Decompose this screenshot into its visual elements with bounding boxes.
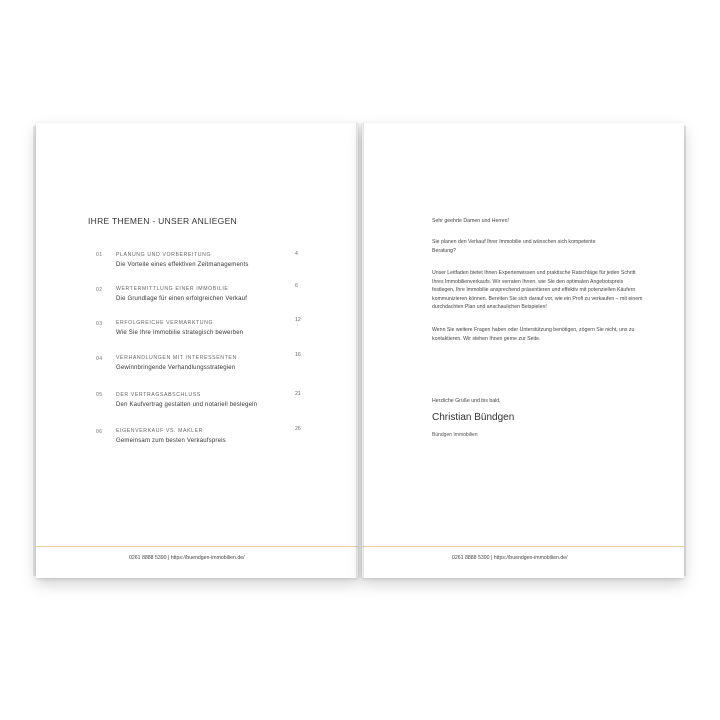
toc-heading: ERFOLGREICHE VERMARKTUNG [116, 320, 214, 326]
toc-number: 01 [96, 252, 103, 258]
body-paragraph: Unser Leitfaden bietet Ihnen Expertenwissen und praktische Ratschläge für jeden Schritt Ihres Immobilienverkaufs. Wir verraten Ihnen, wie Sie den optimalen Angebotspreis festlegen, Ihre Immobilie ansprechend präsentieren und effektiv mit potenziellen Käufern kommunizieren können. Bereiten Sie sich darauf vor, wie ein Profi zu verkaufen – mit einem durchdachten Plan und anschaulichen Beispielen! [432, 270, 643, 311]
toc-entry [36, 426, 358, 456]
left-page [36, 123, 358, 578]
footer-contact: 0261 8888 5390 | https://buendgen-immobilien.de/ [452, 555, 568, 561]
toc-title: IHRE THEMEN - UNSER ANLIEGEN [88, 216, 237, 226]
contact-paragraph: Wenn Sie weitere Fragen haben oder Unterstützung benötigen, zögern Sie nicht, uns zu kontaktieren. Wir stehen Ihnen gerne zur Seite. [432, 327, 635, 342]
toc-number: 06 [96, 429, 103, 435]
right-page [362, 123, 684, 578]
toc-heading: WERTERMITTLUNG EINER IMMOBILIE [116, 286, 229, 292]
toc-entry [36, 352, 358, 385]
footer-contact: 0261 8888 5390 | https://buendgen-immobilien.de/ [129, 555, 245, 561]
toc-page-number: 6 [295, 283, 298, 289]
toc-subtitle: Die Grundlage für einen erfolgreichen Verkauf [116, 296, 248, 302]
toc-entry [36, 283, 358, 316]
toc-page-number: 4 [295, 251, 298, 257]
footer-rule [36, 546, 358, 547]
intro-paragraph: Sie planen den Verkauf Ihrer Immobilie und wünschen sich kompetente Beratung? [432, 239, 596, 254]
toc-page-number: 21 [295, 391, 301, 397]
toc-subtitle: Den Kaufvertrag gestalten und notariell beslegeln [116, 402, 258, 408]
toc-page-number: 16 [295, 352, 301, 358]
toc-page-number: 12 [295, 317, 301, 323]
toc-heading: PLANUNG UND VORBEREITUNG [116, 252, 212, 258]
toc-subtitle: Wie Sie Ihre Immobilie strategisch bewerben [116, 330, 244, 336]
signature: Christian Bündgen [432, 412, 515, 423]
spine-gutter [356, 123, 364, 578]
toc-heading: EIGENVERKAUF VS. MAKLER [116, 428, 204, 434]
toc-subtitle: Die Vorteile eines effektiven Zeitmanagements [116, 262, 249, 268]
toc-heading: VERHANDLUNGEN MIT INTERESSENTEN [116, 355, 237, 361]
toc-number: 05 [96, 392, 103, 398]
toc-entry [36, 251, 358, 281]
toc-number: 04 [96, 356, 103, 362]
toc-entry [36, 317, 358, 350]
company-name: Bündgen Immobilien [432, 432, 478, 438]
toc-subtitle: Gewinnbringende Verhandlungsstrategien [116, 365, 236, 371]
toc-page-number: 26 [295, 426, 301, 432]
toc-number: 02 [96, 287, 103, 293]
toc-entry [36, 391, 358, 421]
toc-heading: DER VERTRAGSABSCHLUSS [116, 392, 201, 398]
toc-subtitle: Gemeinsam zum besten Verkaufspreis [116, 438, 226, 444]
toc-number: 03 [96, 321, 103, 327]
footer-rule [362, 546, 684, 547]
closing: Herzliche Grüße und bis bald, [432, 398, 501, 404]
salutation: Sehr geehrte Damen und Herren! [432, 218, 509, 224]
